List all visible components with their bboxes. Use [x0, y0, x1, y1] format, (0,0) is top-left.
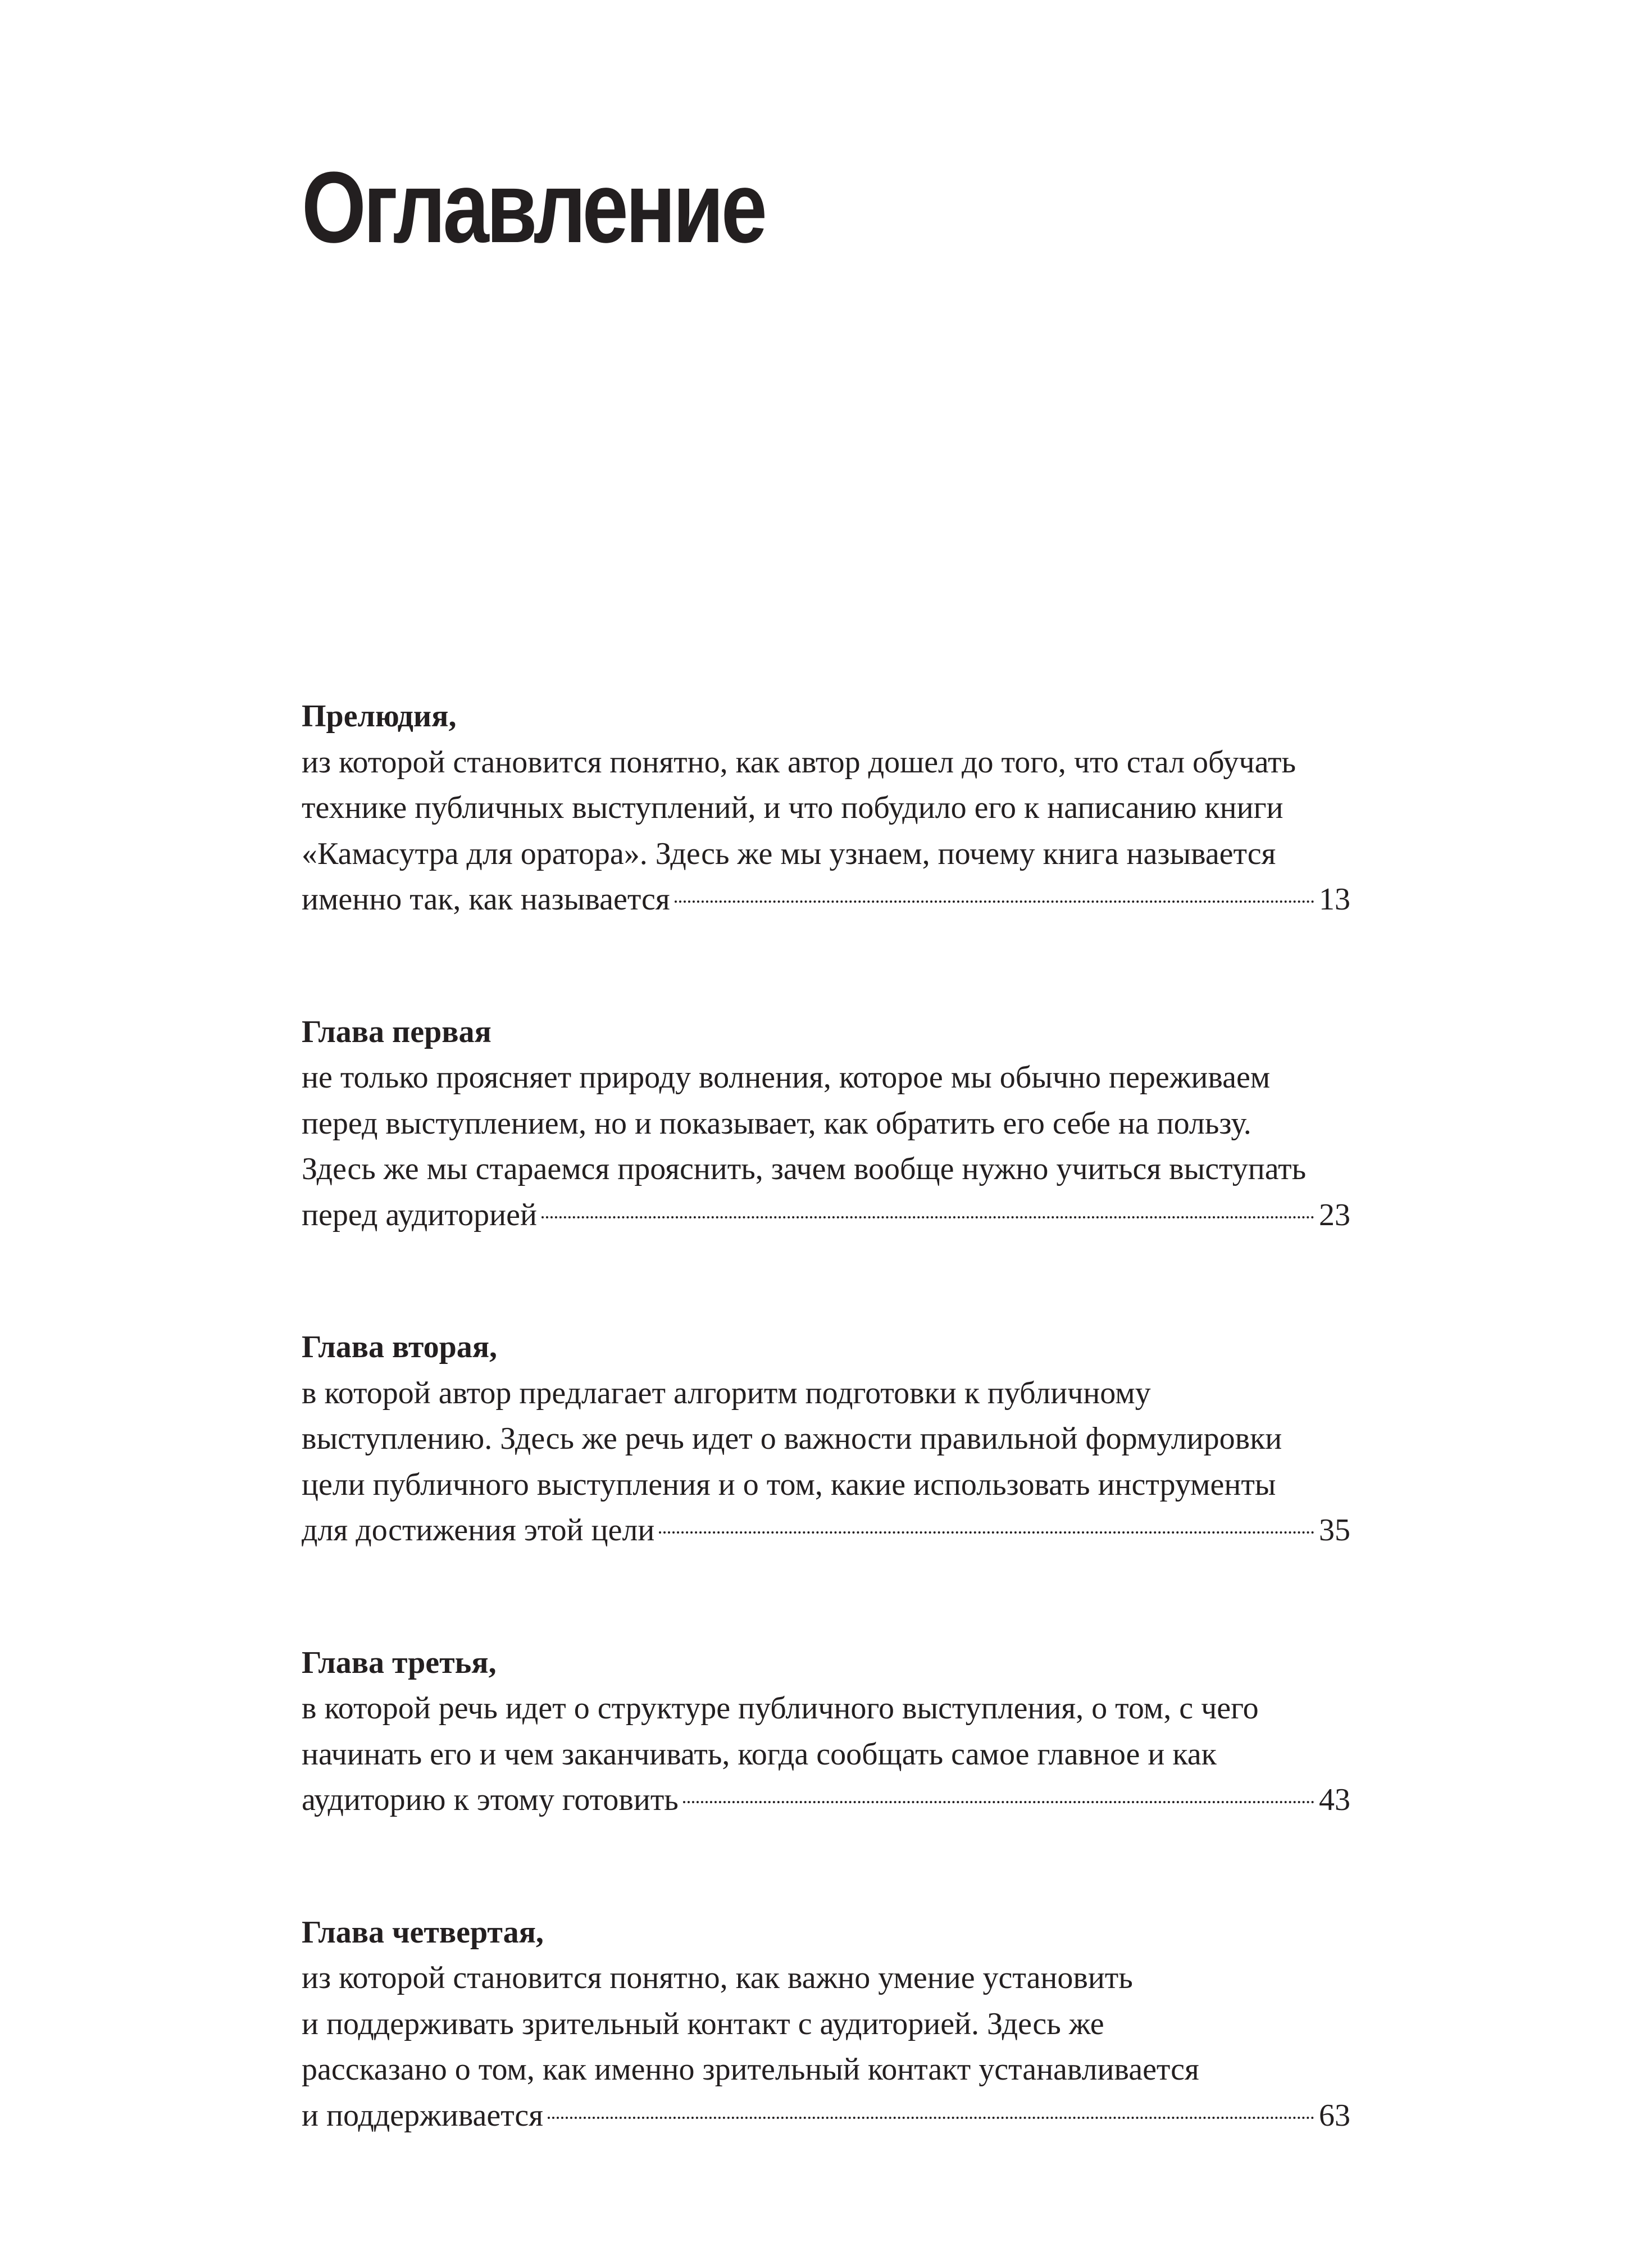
toc-entry-chapter-3	[302, 1640, 1350, 1823]
toc-entry-heading: Прелюдия,	[302, 699, 457, 734]
toc-page-number: 13	[1319, 882, 1350, 917]
toc-entry-prelude	[302, 694, 1350, 923]
toc-entry-chapter-1	[302, 1009, 1350, 1239]
toc-page-number: 43	[1319, 1782, 1350, 1817]
toc-entry-text-line: начинать его и чем заканчивать, когда сообщать самое главное и как	[302, 1736, 1217, 1772]
toc-entry-text-line: аудиторию к этому готовить	[302, 1782, 679, 1817]
dot-leader	[659, 1531, 1314, 1534]
toc-entry-text-line: из которой становится понятно, как важно умение установить	[302, 1961, 1133, 1995]
toc-page-number: 63	[1319, 2098, 1350, 2133]
toc-entry-text-line: именно так, как называется	[302, 882, 670, 917]
page-title: Оглавление	[302, 151, 764, 264]
toc-entry-last-line	[302, 2093, 1350, 2139]
toc-entry-text-line: рассказано о том, как именно зрительный контакт устанавливается	[302, 2052, 1199, 2087]
dot-leader	[541, 1216, 1314, 1218]
dot-leader	[683, 1801, 1314, 1803]
toc-page-number: 23	[1319, 1197, 1350, 1232]
dot-leader	[548, 2117, 1314, 2119]
toc-entry-text-line: Здесь же мы стараемся прояснить, зачем вообще нужно учиться выступать	[302, 1152, 1307, 1186]
toc-entry-text-line: цели публичного выступления и о том, какие использовать инструменты	[302, 1467, 1276, 1502]
toc-entry-chapter-4	[302, 1910, 1350, 2139]
toc-entry-text-line: в которой речь идет о структуре публичного выступления, о том, с чего	[302, 1691, 1259, 1726]
toc-entry-text-line: выступлению. Здесь же речь идет о важности правильной формулировки	[302, 1421, 1282, 1456]
toc-entry-text-line: в которой автор предлагает алгоритм подготовки к публичному	[302, 1375, 1151, 1411]
table-of-contents	[302, 694, 1350, 2225]
dot-leader	[675, 900, 1314, 903]
toc-entry-heading: Глава третья,	[302, 1645, 497, 1680]
toc-entry-text-line: «Камасутра для оратора». Здесь же мы узнаем, почему книга называется	[302, 836, 1276, 871]
toc-entry-text-line: не только проясняет природу волнения, которое мы обычно переживаем	[302, 1060, 1271, 1095]
toc-entry-last-line	[302, 877, 1350, 923]
toc-entry-text-line: для достижения этой цели	[302, 1513, 655, 1548]
toc-entry-text-line: перед выступлением, но и показывает, как обратить его себе на пользу.	[302, 1106, 1251, 1141]
toc-entry-chapter-2	[302, 1325, 1350, 1554]
toc-entry-text-line: из которой становится понятно, как автор дошел до того, что стал обучать	[302, 744, 1296, 780]
toc-entry-last-line	[302, 1777, 1350, 1823]
toc-entry-heading: Глава четвертая,	[302, 1914, 544, 1950]
toc-entry-last-line	[302, 1193, 1350, 1239]
toc-page-number: 35	[1319, 1513, 1350, 1548]
toc-entry-text-line: и поддерживать зрительный контакт с аудиторией. Здесь же	[302, 2006, 1104, 2041]
toc-entry-heading: Глава вторая,	[302, 1330, 498, 1364]
toc-entry-text-line: технике публичных выступлений, и что побудило его к написанию книги	[302, 790, 1284, 825]
toc-entry-heading: Глава первая	[302, 1014, 491, 1049]
toc-entry-text-line: и поддерживается	[302, 2098, 544, 2133]
toc-entry-text-line: перед аудиторией	[302, 1197, 537, 1232]
toc-entry-last-line	[302, 1508, 1350, 1554]
